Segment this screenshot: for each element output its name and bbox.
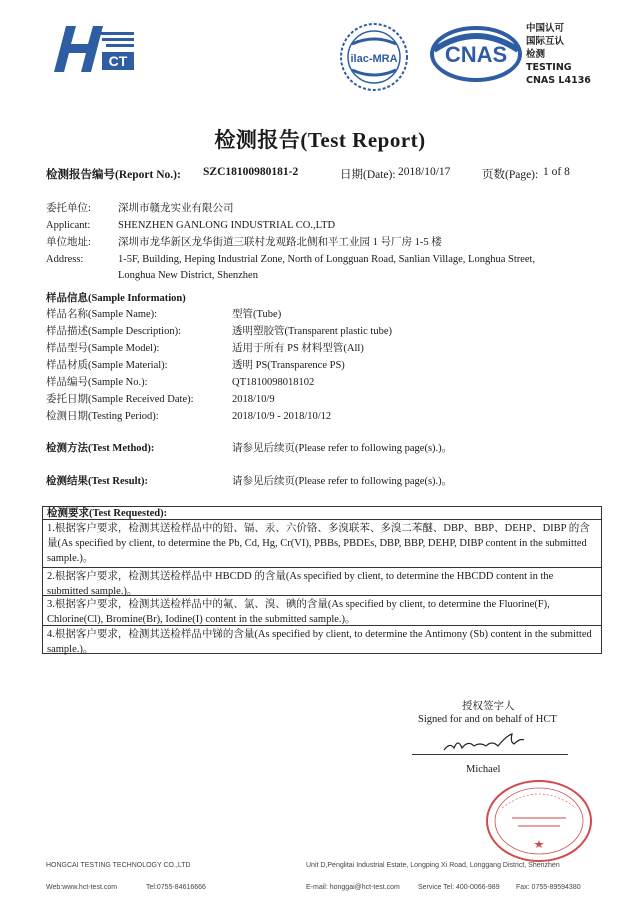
client-value: 深圳市赣龙实业有限公司 [118, 203, 234, 214]
test-requested-table [42, 506, 602, 654]
hct-logo [46, 22, 136, 78]
request-item: 4.根据客户要求，检测其送检样品中锑的含量(As specified by client, to determine the Antimony (Sb) content in the submitted sample.)。 [47, 629, 592, 655]
sample-no-label: 样品编号(Sample No.): [46, 377, 148, 388]
signature-line [412, 754, 568, 755]
footer-company: HONGCAI TESTING TECHNOLOGY CO.,LTD [46, 862, 191, 869]
applicant-label: Applicant: [46, 220, 91, 231]
sample-no-value: QT1810098018102 [232, 377, 315, 388]
report-date-value: 2018/10/17 [398, 166, 451, 178]
footer-service-tel: Service Tel: 400-0066-989 [418, 884, 500, 891]
cnas-caption-line: CNAS L4136 [526, 75, 591, 86]
address-en-value: 1-5F, Building, Heping Industrial Zone, North of Longguan Road, Sanlian Village, Longhua Street, [118, 254, 536, 265]
signatory-cn: 授权签字人 [462, 701, 515, 712]
company-seal [484, 778, 594, 864]
request-item: 3.根据客户要求，检测其送检样品中的氟、氯、溴、碘的含量(As specified by client, to determine the Fluorine(F), Chlorine(Cl), Bromine(Br), Iodine(I) content in the submitted sample.)。 [43, 596, 601, 626]
sample-name-label: 样品名称(Sample Name): [46, 309, 158, 320]
received-date-label: 委托日期(Sample Received Date): [46, 394, 194, 405]
test-method-label: 检测方法(Test Method): [46, 443, 155, 454]
sample-model-label: 样品型号(Sample Model): [46, 343, 160, 354]
cnas-caption-line: 中国认可 [526, 23, 565, 34]
hct-sub-letters: CT [108, 53, 128, 69]
sample-desc-value: 透明塑胶管(Transparent plastic tube) [232, 326, 393, 337]
signatory-en: Signed for and on behalf of HCT [418, 714, 557, 725]
ilac-text: ilac-MRA [350, 53, 398, 65]
report-page-value: 1 of 8 [543, 166, 570, 178]
test-method-value: 请参见后续页(Please refer to following page(s).)。 [232, 443, 453, 454]
test-result-label: 检测结果(Test Result): [46, 476, 148, 487]
address-en-label: Address: [46, 254, 84, 265]
report-no-label: 检测报告编号(Report No.): [46, 169, 181, 181]
request-item: 1.根据客户要求，检测其送检样品中的铅、镉、汞、六价铬、多溴联苯、多溴二苯醚、DBP、BBP、DEHP、DIBP 的含量(As specified by client, to determine the Pb, Cd, Hg, Cr(VI), PBBs, PBDEs, DBP, BBP, DEHP, DIBP content in the submitted sample.)。 [43, 520, 601, 568]
testing-period-value: 2018/10/9 - 2018/10/12 [232, 411, 332, 422]
sample-name-value: 型管(Tube) [232, 309, 282, 320]
footer-website: Web:www.hct-test.com [46, 884, 118, 891]
sample-heading: 样品信息(Sample Information) [46, 293, 186, 304]
sample-info [0, 290, 640, 430]
page-title: 检测报告(Test Report) [214, 128, 426, 152]
testing-period-label: 检测日期(Testing Period): [46, 411, 159, 422]
handwritten-signature [440, 728, 530, 756]
cnas-text: CNAS [444, 42, 508, 67]
sample-material-value: 透明 PS(Transparence PS) [232, 360, 345, 371]
footer-email: E-mail: honggai@hct-test.com [306, 884, 400, 891]
sample-model-value: 适用于所有 PS 材料型管(All) [232, 343, 364, 354]
client-label: 委托单位: [46, 203, 91, 214]
signatory-name: Michael [466, 764, 501, 775]
client-info [0, 200, 640, 290]
ilac-mra-logo [330, 22, 418, 92]
sample-material-label: 样品材质(Sample Material): [46, 360, 168, 371]
cnas-caption [526, 22, 591, 87]
cnas-caption-line: 国际互认 [526, 36, 565, 47]
cnas-logo [430, 26, 522, 82]
address-cn-label: 单位地址: [46, 237, 91, 248]
cnas-caption-line: TESTING [526, 62, 572, 73]
received-date-value: 2018/10/9 [232, 394, 275, 405]
test-requested-heading: 检测要求(Test Requested): [43, 507, 601, 520]
test-result-value: 请参见后续页(Please refer to following page(s).)。 [232, 476, 453, 487]
cnas-caption-line: 检测 [526, 49, 546, 60]
report-date-label: 日期(Date): [340, 169, 396, 181]
address-en-value-cont: Longhua New District, Shenzhen [118, 270, 258, 281]
footer-fax: Fax: 0755-89594380 [516, 884, 581, 891]
address-cn-value: 深圳市龙华新区龙华街道三联村龙观路北侧和平工业园 1 号厂房 1-5 楼 [118, 237, 442, 248]
footer-tel: Tel:0755-84616666 [146, 884, 206, 891]
report-no-value: SZC18100980181-2 [203, 166, 299, 178]
applicant-value: SHENZHEN GANLONG INDUSTRIAL CO.,LTD [118, 220, 336, 231]
sample-desc-label: 样品描述(Sample Description): [46, 326, 182, 337]
request-item: 2.根据客户要求，检测其送检样品中 HBCDD 的含量(As specified by client, to determine the HBCDD content in the submitted sample.)。 [43, 568, 601, 596]
footer-address: Unit D,Penglitai Industrial Estate, Longping Xi Road, Longgang District, Shenzhen [306, 862, 560, 869]
report-page-label: 页数(Page): [482, 169, 539, 181]
